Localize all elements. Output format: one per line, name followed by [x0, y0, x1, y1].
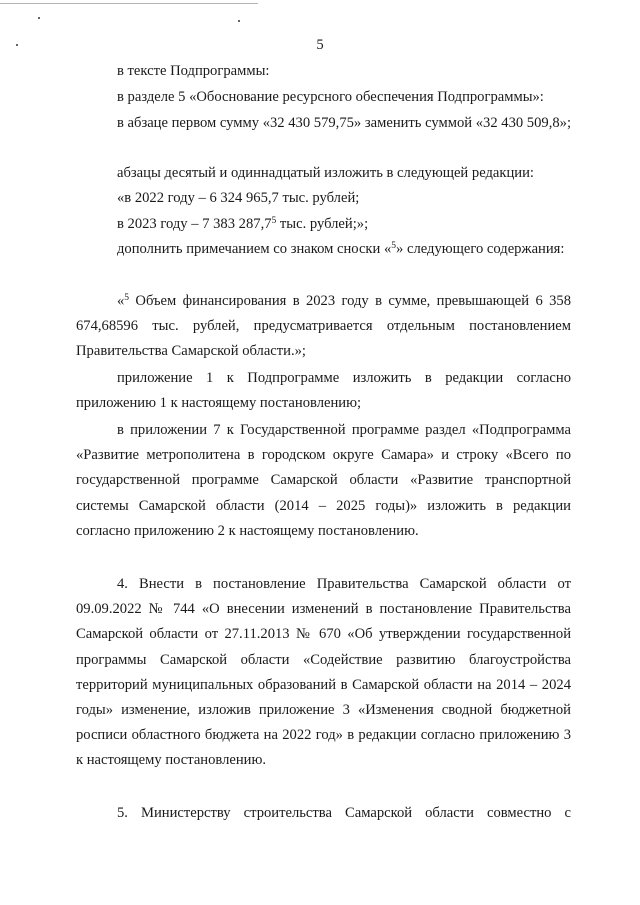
- paragraph-text-intro: в тексте Подпрограммы:: [117, 63, 270, 79]
- text-span: «: [117, 293, 125, 309]
- paragraph-replace-sum: в абзаце первом сумму «32 430 579,75» заменить суммой «32 430 509,8»;: [117, 115, 571, 131]
- paragraph-footnote-text: [76, 289, 571, 365]
- paragraph-item-4: 4. Внести в постановление Правительства Самарской области от 09.09.2022 № 744 «О внесении изменений в постановление Правительства Самарской области от 27.11.2013 № 670 «Об утверждении государственной программы Самарской области «Содействие развитию благоустройства территорий муниципальных образований в Самарской области на 2014 – 2024 годы» изменение, изложив приложение 3 «Изменения сводной бюджетной росписи областного бюджета на 2022 год» в редакции согласно приложению 3 к настоящему постановлению.: [76, 576, 571, 769]
- text-span: в 2023 году – 7 383 287,7: [117, 216, 272, 232]
- paragraph-section-5: в разделе 5 «Обоснование ресурсного обеспечения Подпрограммы»:: [117, 89, 544, 105]
- text-span: » следующего содержания:: [396, 241, 565, 257]
- paragraph-appendix-1: приложение 1 к Подпрограмме изложить в редакции согласно приложению 1 к настоящему постановлению;: [76, 370, 571, 412]
- paragraph-edit-intro: абзацы десятый и одиннадцатый изложить в следующей редакции:: [117, 165, 534, 181]
- footnote-mark: 5: [271, 216, 277, 226]
- paragraph-year-2022: «в 2022 году – 6 324 965,7 тыс. рублей;: [117, 190, 360, 206]
- scan-speck: [238, 20, 240, 22]
- text-span: тыс. рублей;»;: [276, 216, 369, 232]
- text-span: Объем финансирования в 2023 году в сумме, превышающей 6 358 674,68596 тыс. рублей, предусматривается отдельным постановлением Правительства Самарской области.»;: [76, 293, 571, 360]
- footnote-mark: 5: [124, 293, 130, 303]
- text-span: дополнить примечанием со знаком сноски «: [117, 241, 392, 257]
- paragraph-appendix-7: в приложении 7 к Государственной программе раздел «Подпрограмма «Развитие метрополитена в городском округе Самара» и строку «Всего по государственной программе Самарской области «Развитие транспортной системы Самарской области (2014 – 2025 годы)» изложить в редакции согласно приложению 2 к настоящему постановлению.: [76, 422, 571, 539]
- paragraph-year-2023: [76, 212, 571, 237]
- page-number: 5: [316, 37, 324, 53]
- scan-speck: [38, 17, 40, 19]
- paragraph-item-5: 5. Министерству строительства Самарской области совместно с: [117, 805, 571, 821]
- scan-edge-line: [0, 3, 258, 4]
- paragraph-footnote-note: [76, 237, 571, 262]
- footnote-mark: 5: [391, 241, 397, 251]
